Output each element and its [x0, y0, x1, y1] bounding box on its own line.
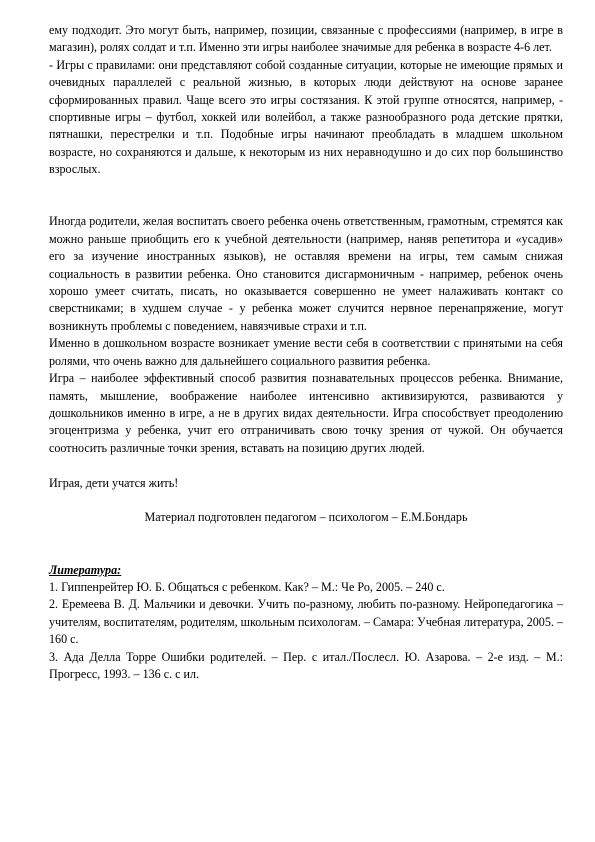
paragraph-spacer	[49, 457, 563, 474]
document-page	[49, 22, 563, 683]
reference-item: 3. Ада Делла Торре Ошибки родителей. – Пер. с итал./Послесл. Ю. Азарова. – 2-е изд. – М.: Прогресс, 1993. – 136 с. с ил.	[49, 649, 563, 681]
reference-item: 2. Еремеева В. Д. Мальчики и девочки. Учить по-разному, любить по-разному. Нейропедагогика – учителям, воспитателям, родителям, школьным психологам. – Самара: Учебная литература, 2005. – 160 с.	[49, 597, 563, 647]
closing-line: Играя, дети учатся жить!	[49, 475, 179, 490]
author-credit: Материал подготовлен педагогом – психологом – Е.М.Бондарь	[144, 510, 468, 525]
paragraph-spacer	[49, 196, 563, 213]
references-heading: Литература:	[49, 562, 122, 577]
paragraph-games-with-rules: - Игры с правилами: они представляют собой созданные ситуации, которые не имеющие прямых и очевидных параллелей с реальной жизнью, в которых люди действуют на основе заранее сформированных правил. Чаще всего это игры состязания. К этой группе относятся, например, - спортивные игры – футбол, хоккей или волейбол, а также разнообразного рода детские прятки, пятнашки, перестрелки и т.п. Подобные игры начинают преобладать в младшем школьном возрасте, но сохраняются и дальше, к некоторым из них неравнодушно и до сих пор большинство взрослых.	[49, 57, 563, 177]
paragraph-spacer	[49, 544, 563, 561]
paragraph-roles-continuation: ему подходит. Это могут быть, например, позиции, связанные с профессиями (например, в игре в магазин), ролях солдат и т.п. Именно эти игры наиболее значимые для ребенка в возрасте 4-6 лет.	[49, 23, 563, 55]
paragraph-play-effective-method: Игра – наиболее эффективный способ развития познавательных процессов ребенка. Внимание, память, мышление, воображение наиболее интенсивно активизируются, развиваются у дошкольников именно в игре, а не в других видах деятельности. Игра способствует преодолению эгоцентризма у ребенка, учит его отграничивать свою точку зрения от чужой. Он обучается соотносить различные точки зрения, вставать на позицию других людей.	[49, 371, 563, 455]
paragraph-spacer	[49, 179, 563, 196]
paragraph-preschool-roles: Именно в дошкольном возрасте возникает умение вести себя в соответствии с принятыми на себя ролями, что очень важно для дальнейшего социального развития ребенка.	[49, 336, 563, 368]
paragraph-spacer	[49, 492, 563, 509]
reference-item: 1. Гиппенрейтер Ю. Б. Общаться с ребенком. Как? – М.: Че Ро, 2005. – 240 с.	[49, 579, 445, 594]
paragraph-parents-early-learning: Иногда родители, желая воспитать своего ребенка очень ответственным, грамотным, стремятся как можно раньше приобщить его к учебной деятельности (например, наняв репетитора и «усадив» его за изучение иностранных языков), не оставляя времени на игры, тем самым снижая социальность в развитии ребенка. Оно становится дисгармоничным - например, ребенок очень хорошо умеет считать, писать, но оказывается совершенно не умеет налаживать контакт со сверстниками; в худшем случае - у ребенка может случится нервное перенапряжение, могут возникнуть проблемы с поведением, навязчивые страхи и т.п.	[49, 214, 563, 333]
paragraph-spacer	[49, 527, 563, 544]
